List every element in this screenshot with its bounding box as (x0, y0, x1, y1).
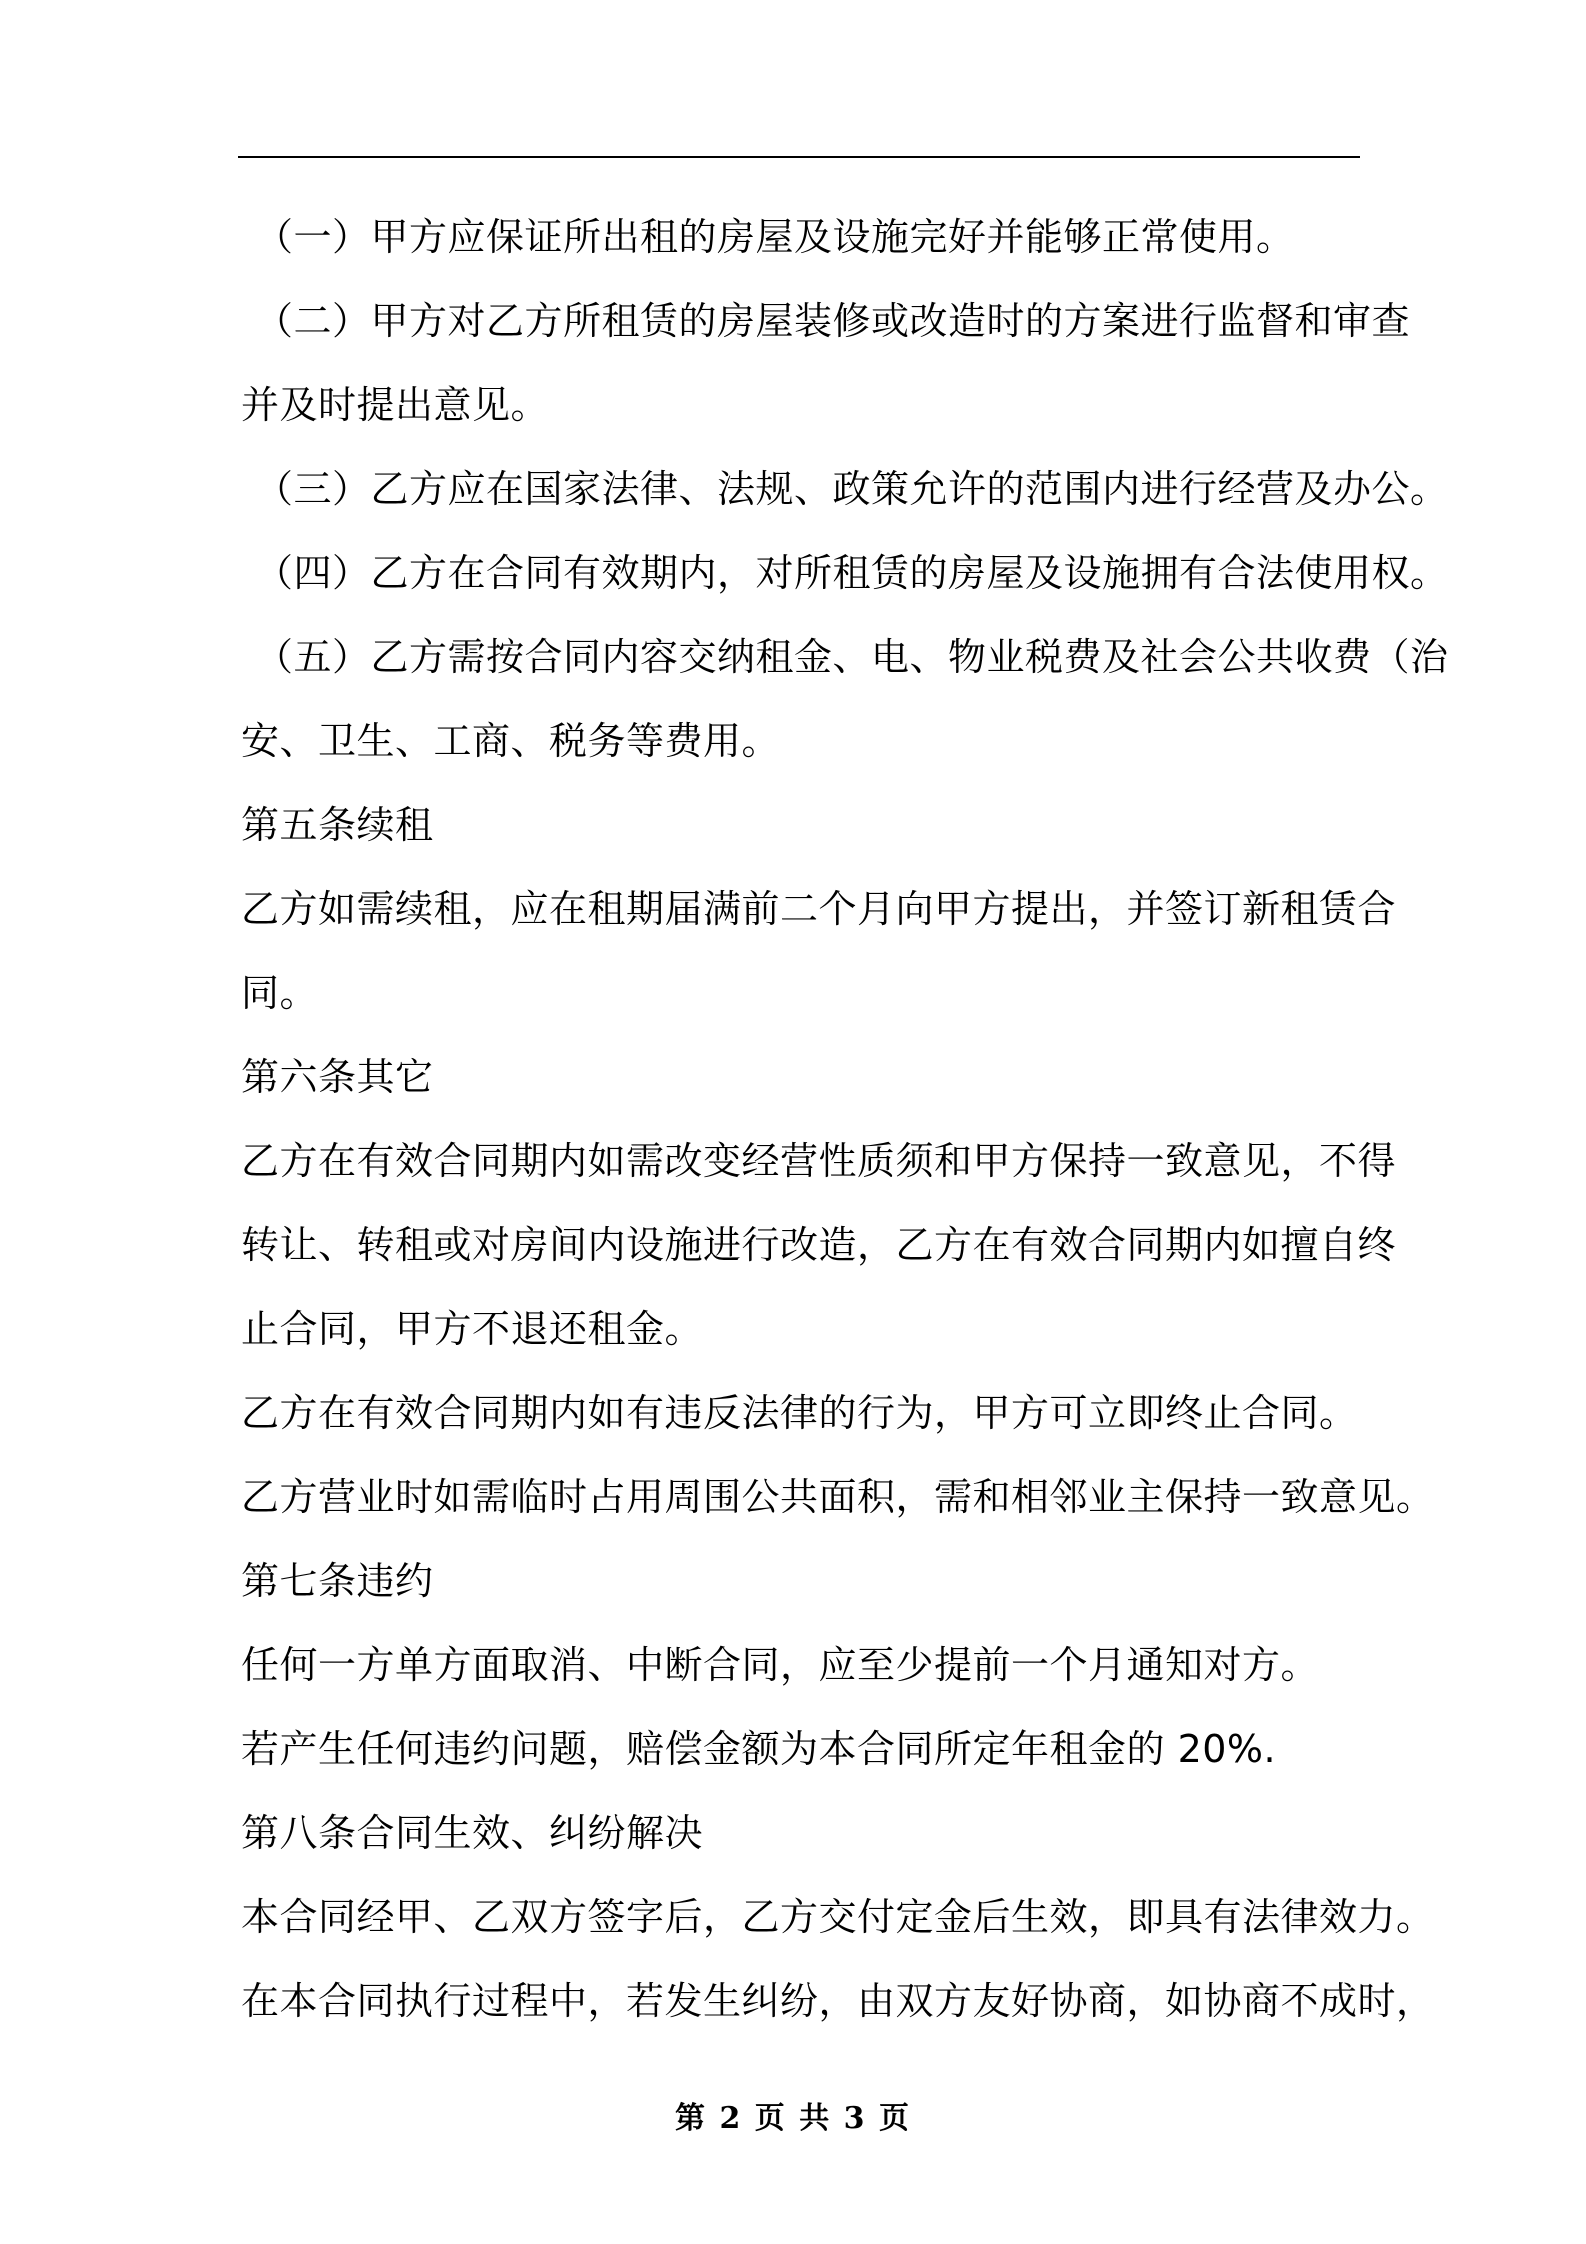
paragraph-line: 乙方在有效合同期内如有违反法律的行为，甲方可立即终止合同。 (241, 1391, 1358, 1435)
clause-line: （四）乙方在合同有效期内，对所租赁的房屋及设施拥有合法使用权。 (255, 551, 1449, 595)
clause-line: （二）甲方对乙方所租赁的房屋装修或改造时的方案进行监督和审查 (255, 299, 1411, 343)
header-rule (238, 156, 1360, 158)
document-body (241, 195, 1449, 2043)
clause-line: 并及时提出意见。 (241, 383, 550, 427)
paragraph-line: 同。 (241, 971, 319, 1015)
article-heading: 第五条续租 (241, 803, 434, 847)
clause-line: 安、卫生、工商、税务等费用。 (241, 719, 781, 763)
page-number-footer: 第 2 页 共 3 页 (675, 2101, 911, 2136)
paragraph-line: 止合同，甲方不退还租金。 (241, 1307, 704, 1351)
paragraph-line: 本合同经甲、乙双方签字后，乙方交付定金后生效，即具有法律效力。 (241, 1895, 1435, 1939)
article-heading: 第六条其它 (241, 1055, 434, 1099)
clause-line: （三）乙方应在国家法律、法规、政策允许的范围内进行经营及办公。 (255, 467, 1449, 511)
paragraph-line: 乙方如需续租，应在租期届满前二个月向甲方提出，并签订新租赁合 (241, 887, 1397, 931)
paragraph-line: 转让、转租或对房间内设施进行改造，乙方在有效合同期内如擅自终 (241, 1223, 1397, 1267)
article-heading: 第七条违约 (241, 1559, 434, 1603)
article-heading: 第八条合同生效、纠纷解决 (241, 1811, 704, 1855)
paragraph-line: 在本合同执行过程中，若发生纠纷，由双方友好协商，如协商不成时， (241, 1979, 1435, 2023)
paragraph-line: 若产生任何违约问题，赔偿金额为本合同所定年租金的 20%. (241, 1727, 1277, 1771)
clause-line: （一）甲方应保证所出租的房屋及设施完好并能够正常使用。 (255, 215, 1295, 259)
paragraph-line: 乙方营业时如需临时占用周围公共面积，需和相邻业主保持一致意见。 (241, 1475, 1435, 1519)
paragraph-line: 任何一方单方面取消、中断合同，应至少提前一个月通知对方。 (241, 1643, 1320, 1687)
clause-line: （五）乙方需按合同内容交纳租金、电、物业税费及社会公共收费（治 (255, 635, 1449, 679)
paragraph-line: 乙方在有效合同期内如需改变经营性质须和甲方保持一致意见，不得 (241, 1139, 1397, 1183)
